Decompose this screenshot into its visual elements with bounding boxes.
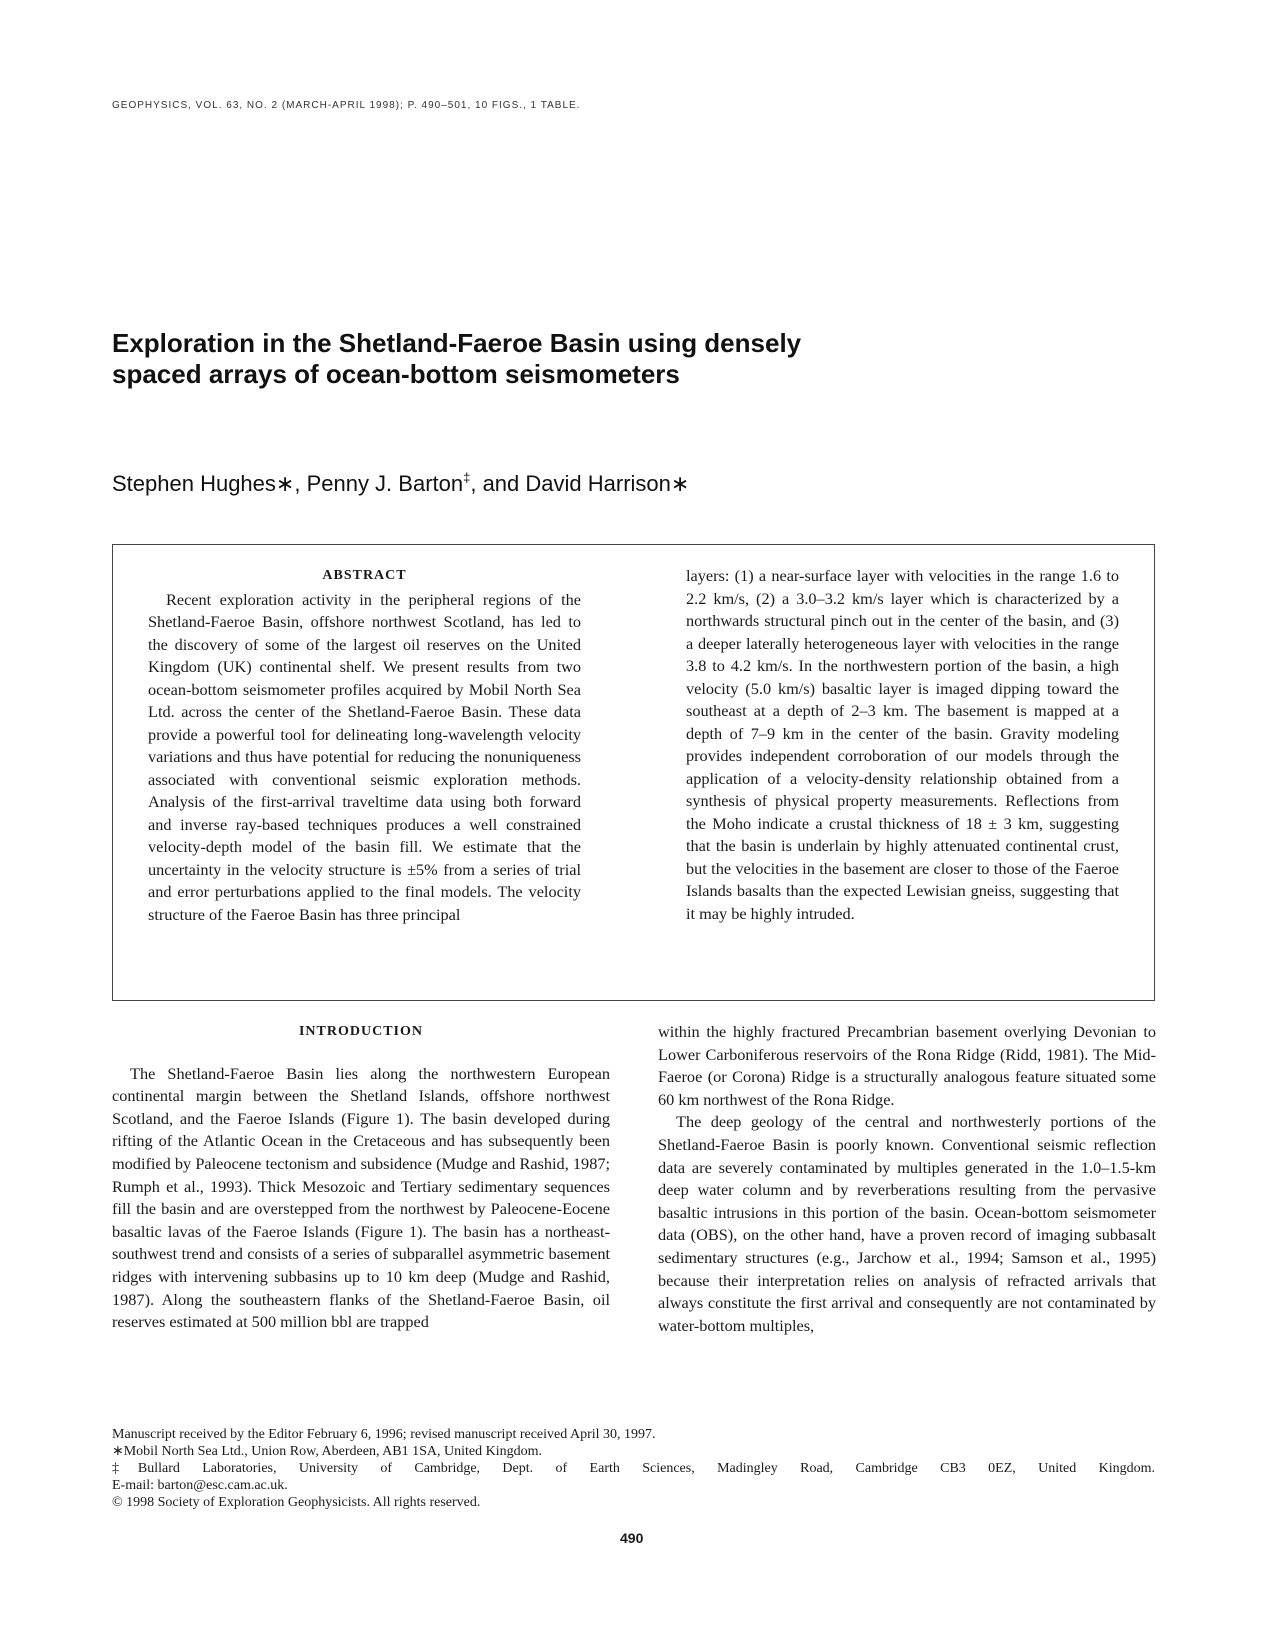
intro-paragraph-1-cont: within the highly fractured Precambrian basement overlying Devonian to Lower Carboniferous reservoirs of the Rona Ridge (Ridd, 1981). The Mid-Faeroe (or Corona) Ridge is a structurally analogous feature situated some 60 km northwest of the Rona Ridge. [658, 1022, 1156, 1109]
abstract-left-column [148, 565, 581, 926]
body-right-column [658, 1021, 1156, 1337]
abstract-text-left: Recent exploration activity in the peripheral regions of the Shetland-Faeroe Basin, offshore northwest Scotland, has led to the discovery of some of the largest oil reserves on the United Kingdom (UK) continental shelf. We present results from two ocean-bottom seismometer profiles acquired by Mobil North Sea Ltd. across the center of the Shetland-Faeroe Basin. These data provide a powerful tool for delineating long-wavelength velocity variations and thus have potential for reducing the nonuniqueness associated with conventional seismic exploration methods. Analysis of the first-arrival traveltime data using both forward and inverse ray-based techniques produces a well constrained velocity-depth model of the basin fill. We estimate that the uncertainty in the velocity structure is ±5% from a series of trial and error perturbations applied to the final models. The velocity structure of the Faeroe Basin has three principal [148, 589, 581, 924]
footnote-mobil: ∗Mobil North Sea Ltd., Union Row, Aberdeen, AB1 1SA, United Kingdom. [112, 1444, 543, 1459]
author-mark-2: ‡ [463, 470, 471, 485]
author-mark-1: ∗ [275, 471, 295, 496]
journal-header: GEOPHYSICS, VOL. 63, NO. 2 (MARCH-APRIL 1998); P. 490–501, 10 FIGS., 1 TABLE. [112, 100, 581, 111]
abstract-box [112, 544, 1155, 1001]
intro-paragraph-1: The Shetland-Faeroe Basin lies along the northwestern European continental margin between the Shetland Islands, offshore northwest Scotland, and the Faeroe Islands (Figure 1). The basin developed during rifting of the Atlantic Ocean in the Cretaceous and has subsequently been modified by Paleocene tectonism and subsidence (Mudge and Rashid, 1987; Rumph et al., 1993). Thick Mesozoic and Tertiary sedimentary sequences fill the basin and are overstepped from the northwest by Paleocene-Eocene basaltic lavas of the Faeroe Islands (Figure 1). The basin has a northeast-southwest trend and consists of a series of subparallel asymmetric basement ridges with intervening subbasins up to 10 km deep (Mudge and Rashid, 1987). Along the southeastern flanks of the Shetland-Faeroe Basin, oil reserves estimated at 500 million bbl are trapped [112, 1063, 610, 1332]
footnote-copyright: © 1998 Society of Exploration Geophysicists. All rights reserved. [112, 1495, 481, 1510]
title-line-2: spaced arrays of ocean-bottom seismometers [112, 359, 680, 389]
author-hughes: Stephen Hughes [112, 471, 276, 496]
paper-title [112, 328, 932, 390]
footnotes [112, 1426, 1155, 1511]
author-barton: , Penny J. Barton [294, 471, 464, 496]
intro-paragraph-2: The deep geology of the central and northwesterly portions of the Shetland-Faeroe Basin is poorly known. Conventional seismic reflection data are severely contaminated by multiples generated in the 1.0–1.5-km deep water column and by reverberations resulting from the pervasive basaltic intrusions in this portion of the basin. Ocean-bottom seismometer data (OBS), on the other hand, have a proven record of imaging subbasalt sedimentary structures (e.g., Jarchow et al., 1994; Samson et al., 1995) because their interpretation relies on analysis of refracted arrivals that always constitute the first arrival and consequently are not contaminated by water-bottom multiples, [658, 1112, 1156, 1335]
page-number: 490 [620, 1530, 644, 1546]
author-harrison: , and David Harrison [470, 471, 671, 496]
author-list [112, 470, 689, 497]
body-left-column [112, 1021, 610, 1334]
abstract-text-right: layers: (1) a near-surface layer with velocities in the range 1.6 to 2.2 km/s, (2) a 3.0–3.2 km/s layer which is characterized by a northwards structural pinch out in the center of the basin, and (3) a deeper laterally heterogeneous layer with velocities in the range 3.8 to 4.2 km/s. In the northwestern portion of the basin, a high velocity (5.0 km/s) basaltic layer is imaged dipping toward the southeast at a depth of 2–3 km. The basement is mapped at a depth of 7–9 km in the center of the basin. Gravity modeling provides independent corroboration of our models through the application of a velocity-density relationship obtained from a synthesis of physical property measurements. Reflections from the Moho indicate a crustal thickness of 18 ± 3 km, suggesting that the basin is underlain by highly attenuated continental crust, but the velocities in the basement are closer to those of the Faeroe Islands basalts than the expected Lewisian gneiss, suggesting that it may be highly intruded. [686, 566, 1119, 923]
title-line-1: Exploration in the Shetland-Faeroe Basin using densely [112, 328, 802, 358]
footnote-bullard: ‡Bullard Laboratories, University of Cambridge, Dept. of Earth Sciences, Madingley Road, Cambridge CB3 0EZ, United Kingdom. [112, 1461, 1155, 1476]
abstract-heading: ABSTRACT [322, 568, 407, 583]
abstract-right-column [686, 565, 1119, 925]
footnote-received: Manuscript received by the Editor February 6, 1996; revised manuscript received April 30, 1997. [112, 1427, 656, 1442]
author-mark-3: ∗ [670, 471, 690, 496]
introduction-heading: INTRODUCTION [298, 1024, 423, 1039]
footnote-email: E-mail: barton@esc.cam.ac.uk. [112, 1478, 288, 1493]
